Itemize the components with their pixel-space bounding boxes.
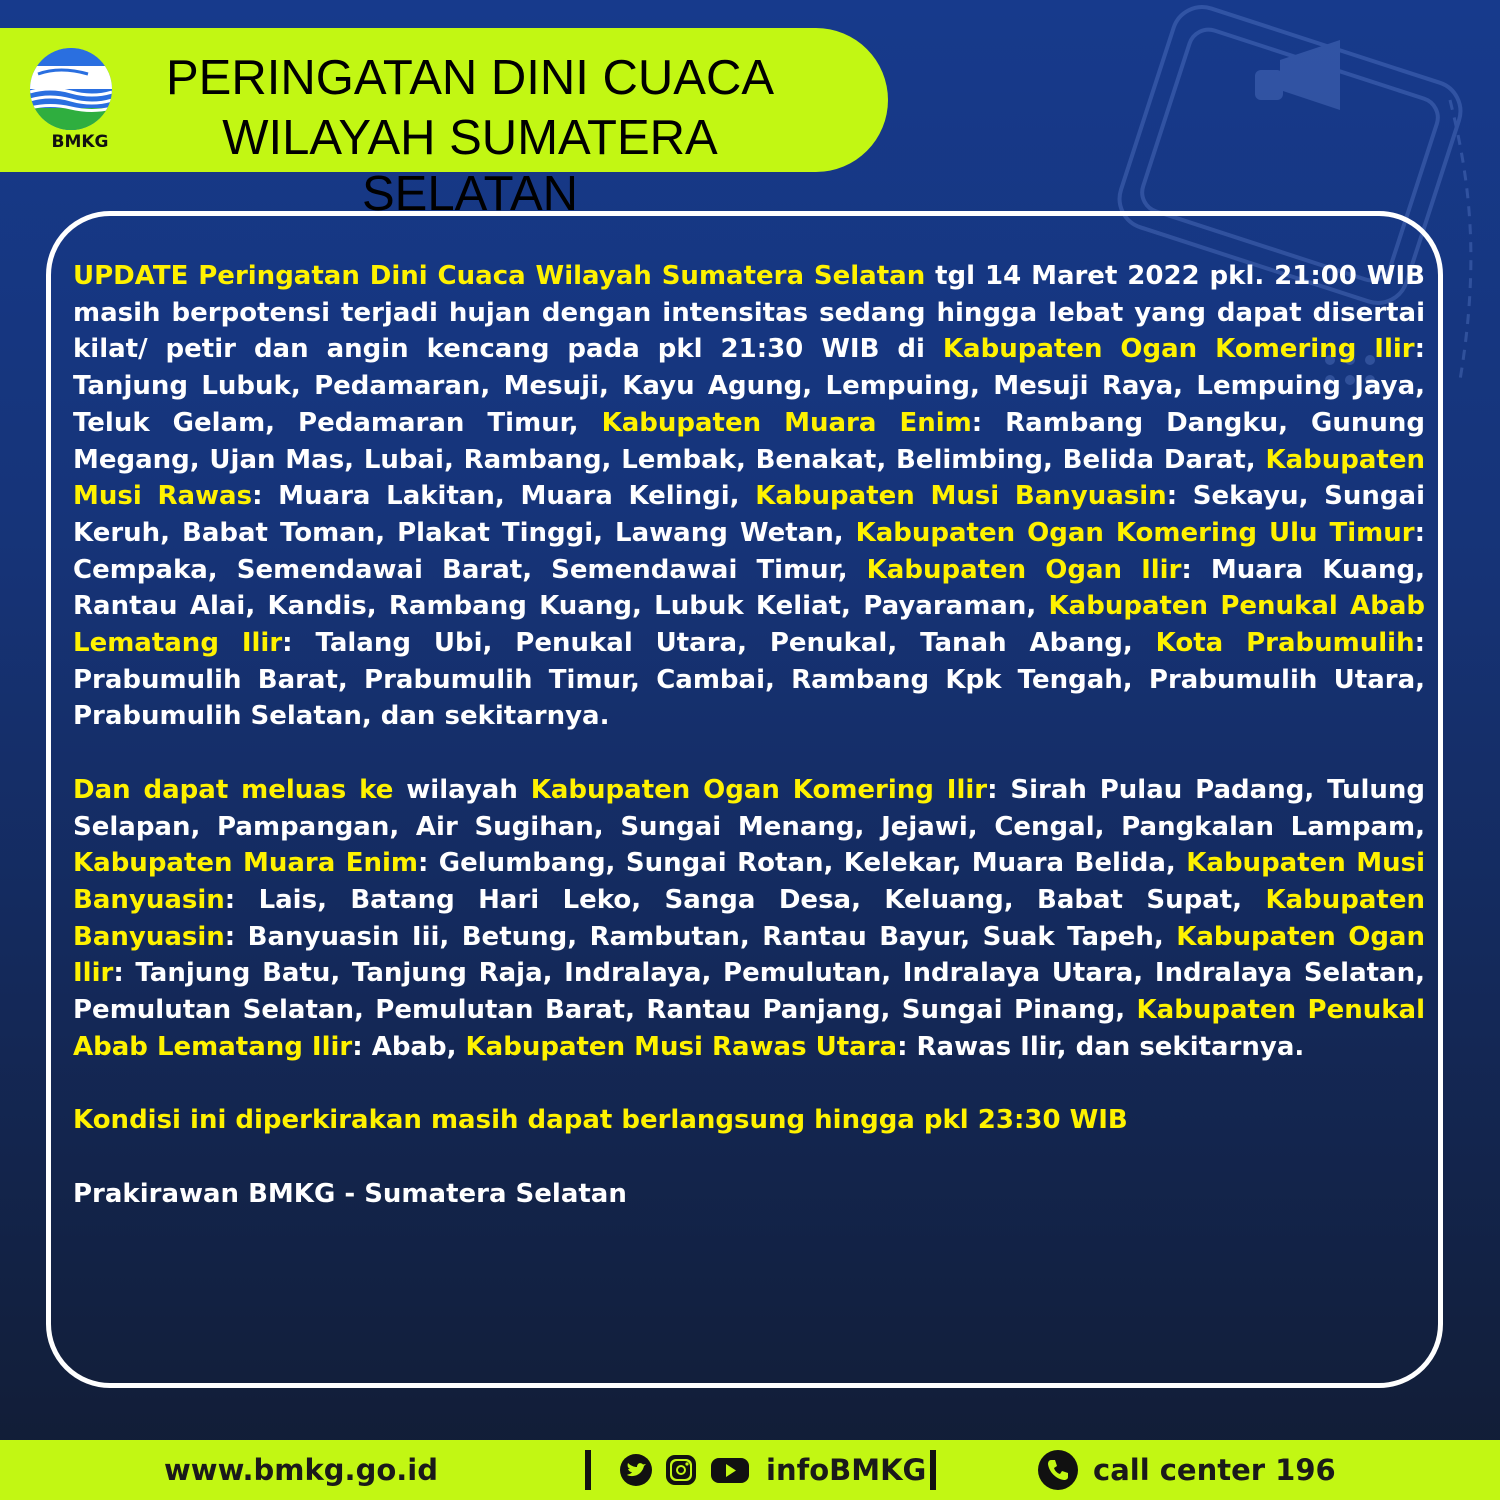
bmkg-logo-emblem-icon [30, 48, 112, 130]
call-center[interactable]: call center 196 [1093, 1453, 1336, 1487]
warning-text: : Prabumulih Barat, Prabumulih Timur, Cambai, Rambang Kpk Tengah, Prabumulih Utara, Prabumulih Selatan, dan sekitarnya. [73, 628, 1425, 732]
region-highlight: Kabupaten Ogan Ilir [866, 554, 1182, 585]
region-highlight: Kabupaten Ogan Komering Ilir [942, 334, 1415, 365]
phone-icon [1037, 1449, 1079, 1491]
region-highlight: Kabupaten Ogan Ilir [73, 921, 1425, 989]
warning-text: : Sekayu, Sungai Keruh, Babat Toman, Plakat Tinggi, Lawang Wetan, [73, 481, 1425, 548]
warning-text: : Muara Lakitan, Muara Kelingi, [252, 481, 756, 512]
warning-text: : Talang Ubi, Penukal Utara, Penukal, Tanah Abang, [282, 628, 1156, 659]
bmkg-logo-text: BMKG [51, 132, 109, 152]
twitter-icon[interactable] [619, 1453, 653, 1487]
region-highlight: Kabupaten Penukal Abab Lematang Ilir [73, 591, 1425, 659]
region-highlight: Kabupaten Ogan Komering Ilir [530, 774, 988, 805]
page-title-line2: WILAYAH SUMATERA SELATAN [222, 111, 718, 221]
website-link[interactable]: www.bmkg.go.id [164, 1453, 438, 1487]
region-highlight: UPDATE Peringatan Dini Cuaca Wilayah Sumatera Selatan [73, 261, 926, 291]
page-title-line1: PERINGATAN DINI CUACA [165, 51, 775, 105]
warning-text: : Abab, [352, 1031, 466, 1062]
warning-text: : Rambang Dangku, Gunung Megang, Ujan Mas, Lubai, Rambang, Lembak, Benakat, Belimbing, Belida Darat, [73, 407, 1426, 475]
region-highlight: Kabupaten Musi Banyuasin [73, 848, 1425, 915]
region-highlight: Kabupaten Ogan Komering Ulu Timur [855, 517, 1415, 548]
warning-paragraph-expansion [73, 772, 1425, 1066]
region-highlight: Kabupaten Musi Rawas [73, 444, 1425, 512]
region-highlight: Kabupaten Muara Enim [73, 848, 418, 879]
region-highlight: Kabupaten Penukal Abab Lematang Ilir [73, 995, 1425, 1062]
warning-text: : Gelumbang, Sungai Rotan, Kelekar, Muara Belida, [417, 848, 1187, 879]
region-highlight: Kabupaten Musi Banyuasin [755, 481, 1167, 512]
condition-note: Kondisi ini diperkirakan masih dapat berlangsung hingga pkl 23:30 WIB [73, 1105, 1128, 1136]
region-highlight: Dan dapat meluas ke [73, 774, 394, 805]
warning-text: : Tanjung Batu, Tanjung Raja, Indralaya, Pemulutan, Indralaya Utara, Indralaya Selatan, Pemulutan Selatan, Pemulutan Barat, Rantau Panjang, Sungai Pinang, [73, 958, 1425, 1026]
warning-text: : Banyuasin Iii, Betung, Rambutan, Rantau Bayur, Suak Tapeh, [224, 921, 1177, 952]
region-highlight: Kota Prabumulih [1155, 628, 1415, 659]
instagram-icon[interactable] [664, 1453, 698, 1487]
warning-text: : Muara Kuang, Rantau Alai, Kandis, Rambang Kuang, Lubuk Keliat, Payaraman, [73, 554, 1425, 622]
social-handle[interactable]: infoBMKG [766, 1453, 927, 1487]
footer-divider [930, 1450, 936, 1490]
warning-text: : Tanjung Lubuk, Pedamaran, Mesuji, Kayu Agung, Lempuing, Mesuji Raya, Lempuing Jaya, Teluk Gelam, Pedamaran Timur, [73, 334, 1426, 438]
warning-text: : Sirah Pulau Padang, Tulung Selapan, Pampangan, Air Sugihan, Sungai Menang, Jejawi, Cengal, Pangkalan Lampam, [73, 774, 1425, 842]
warning-text: : Rawas Ilir, dan sekitarnya. [897, 1031, 1305, 1062]
region-highlight: Kabupaten Musi Rawas Utara [465, 1031, 898, 1062]
bmkg-logo [28, 44, 118, 154]
warning-text: : Cempaka, Semendawai Barat, Semendawai Timur, [73, 517, 1425, 585]
forecaster-signature: Prakirawan BMKG - Sumatera Selatan [73, 1178, 627, 1209]
footer-divider [585, 1450, 591, 1490]
region-highlight: Kabupaten Muara Enim [601, 407, 972, 438]
region-highlight: Kabupaten Banyuasin [73, 884, 1425, 952]
warning-text: tgl 14 Maret 2022 pkl. 21:00 WIB masih berpotensi terjadi hujan dengan intensitas sedang hingga lebat yang dapat disertai kilat/ petir dan angin kencang pada pkl 21:30 WIB di [73, 261, 1425, 365]
footer-bar [0, 1440, 1500, 1500]
youtube-icon[interactable] [710, 1453, 750, 1487]
warning-text: wilayah [393, 774, 531, 805]
warning-paragraph-main [73, 258, 1425, 735]
warning-text: : Lais, Batang Hari Leko, Sanga Desa, Keluang, Babat Supat, [224, 884, 1266, 915]
warning-content [73, 258, 1425, 1212]
